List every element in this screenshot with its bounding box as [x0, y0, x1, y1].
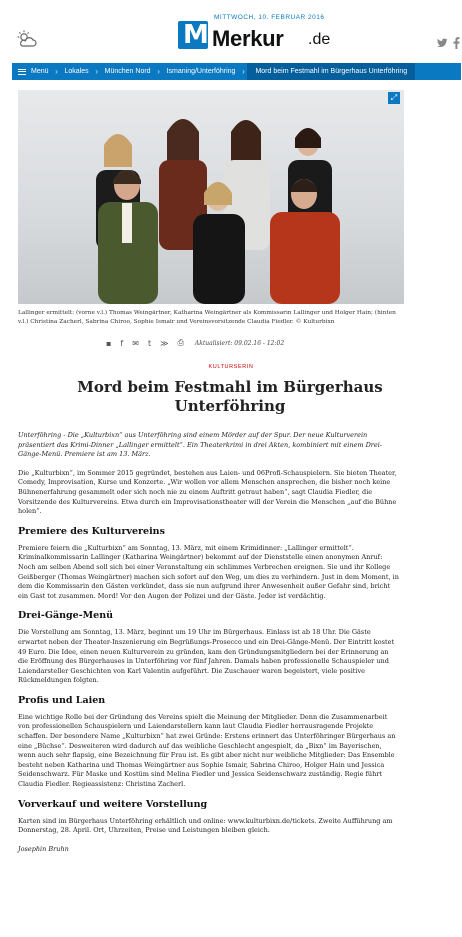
- section-heading: Drei-Gänge-Menü: [18, 610, 114, 622]
- email-share-icon[interactable]: ✉: [132, 338, 139, 348]
- logo-name[interactable]: Merkur: [212, 26, 284, 51]
- article-body: [18, 431, 400, 863]
- expand-icon[interactable]: ⤢: [388, 92, 400, 104]
- chevron-right-icon: ›: [242, 67, 245, 76]
- twitter-share-icon[interactable]: t: [147, 338, 152, 348]
- facebook-share-icon[interactable]: f: [120, 338, 124, 348]
- facebook-icon[interactable]: [453, 37, 460, 49]
- photo-caption: Lallinger ermittelt: (vorne v.l.) Thomas Weingärtner, Katharina Weingärtner als Kommissarin Lallinger und Holger Hain; (hinten v.l.) Christina Zacherl, Sabrina Chiroo, Sophie Ismair und Vereinsvorsitzende Claudia Fiedler. © Kulturbixn: [18, 310, 396, 325]
- article-paragraph: Die Vorstellung am Sonntag, 13. März, beginnt um 19 Uhr im Bürgerhaus. Einlass ist ab 18 Uhr. Die Gäste erwartet neben der Theater-Inszenierung ein Begrüßungs-Prosecco und ein Drei-Gänge-Menü. Der Eintritt kostet 49 Euro. Die Idee, einen neuen Kulturverein zu gründen, kam den Gründungsmitgliedern bei der Erinnerung an die Eröffnung des Bürgerhauses in Unterföhring vor fünf Jahren. Damals haben professionelle Schauspieler und Laiendarsteller Geschichten von Karl Valentin aufgeführt. Die Zuschauer waren begeistert, viele positive Rückmeldungen folgten.: [18, 628, 395, 685]
- twitter-icon[interactable]: [437, 38, 448, 48]
- partly-cloudy-icon[interactable]: [16, 30, 38, 48]
- section-heading: Premiere des Kulturvereins: [18, 525, 165, 537]
- comment-icon[interactable]: ▪: [106, 338, 112, 348]
- breadcrumb-muenchen-nord[interactable]: München Nord: [104, 68, 151, 75]
- print-icon[interactable]: ⎙: [177, 338, 184, 347]
- article-author: Josephin Bruhn: [18, 844, 69, 853]
- section-heading: Profis und Laien: [18, 694, 106, 706]
- group-photo-illustration: [18, 90, 404, 304]
- article-paragraph: Eine wichtige Rolle bei der Gründung des Vereins spielt die Meinung der Mitglieder. Denn die Zusammenarbeit von professionellen Schauspielern und Laiendarstellern kann laut Claudia Fiedler herrausragende Projekte schaffen. Der besondere Name „Kulturbixn“ hat zwei Gründe: Erstens erinnert das Unterföhringer Bürgerhaus an eine „Büchse“. Desweiteren wird dadurch auf das weibliche Geschlecht angespielt, da „Bixn“ im Bayerischen, wenn auch sehr flapsig, eine Bezeichnung für Frau ist. Es gibt aber nicht nur weibliche Mitglieder: Das Ensemble besteht neben Katharina und Thomas Weingärtner aus Sophie Ismair, Sabrina Chiroo, Holger Hain und Jessica Seidenschwarz. Für Maske und Kostüm sind Melina Fiedler und Jessica Seidenschwarz zuständig. Regie führt Claudia Fiedler. Regieassistenz: Christina Zacherl.: [18, 712, 396, 789]
- article-paragraph: Die „Kulturbixn“, im Sommer 2015 gegründet, bestehen aus Laien- und 06Profi-Schauspielern. Sie bieten Theater, Comedy, Improvisation, Kurse und Konzerte. „Wir wollen vor allem Menschen ansprechen, die bisher noch keine Bühnenerfahrung gesammelt oder sich noch nie zu einem Auftritt getraut haben“, sagt Claudia Fiedler, die Vorsitzende des Kulturvereins. Etwa durch ein Improvisationstheater will der Verein die Menschen „auf die Bühne holen“.: [18, 468, 397, 516]
- share-bar: [106, 337, 284, 349]
- article-kicker: KULTURSERIN: [208, 364, 254, 370]
- site-header: [0, 0, 462, 58]
- breadcrumb-current-article: Mord beim Festmahl im Bürgerhaus Unterföhring: [247, 63, 415, 80]
- hamburger-icon: [18, 69, 26, 75]
- dateline: MITTWOCH, 10. FEBRUAR 2016: [214, 14, 325, 21]
- logo-tld: .de: [308, 31, 331, 48]
- section-heading: Vorverkauf und weitere Vorstellung: [18, 798, 208, 810]
- article-headline: Mord beim Festmahl im Bürgerhaus Unterföhring: [77, 378, 383, 415]
- article-paragraph: Premiere feiern die „Kulturbixn“ am Sonntag, 13. März, mit einem Krimidinner: „Lallinger ermittelt“. Kriminalkommissarin Lallinger (Katharina Weingärtner) bekommt auf der Dienststelle einen anonymen Anruf: Noch am selben Abend soll sich bei einer Veranstaltung ein schlimmes Verbrechen ereignen. Sie und ihr Kollege Geißberger (Thomas Weingärtner) machen sich sofort auf den Weg, um dies zu verhindern. Just in dem Moment, in dem die Kommissarin den Gästen verkündet, dass sie nun aufgrund ihrer Anwesenheit außer Gefahr sind, bricht ein Gast tot zusammen. Mord! Vor den Augen der Polizei und der Gäste. Jeder ist verdächtig.: [18, 543, 399, 600]
- updated-timestamp: Aktualisiert: 09.02.16 - 12:02: [194, 339, 285, 347]
- article-photo[interactable]: [18, 90, 404, 304]
- breadcrumb-nav: [12, 63, 461, 80]
- chevron-right-icon: ›: [55, 67, 58, 76]
- chevron-right-icon: ›: [95, 67, 98, 76]
- breadcrumb-lokales[interactable]: Lokales: [64, 68, 89, 75]
- more-share-icon[interactable]: ≫: [160, 338, 169, 348]
- article-lead: Unterföhring - Die „Kulturbixn“ aus Unterföhring sind einem Mörder auf der Spur. Der neue Kulturverein präsentiert das Krimi-Dinner „Lallinger ermittelt“. Ein Theaterkrimi in drei Akten, kombiniert mit einem Drei-Gänge-Menü. Premiere ist am 13. März.: [18, 431, 383, 459]
- article-paragraph: Karten sind im Bürgerhaus Unterföhring erhältlich und online: www.kulturbixn.de/tickets. Zweite Aufführung am Donnerstag, 28. April. Ort, Uhrzeiten, Preise und Leistungen bleiben gleich.: [18, 816, 393, 835]
- menu-label: Menü: [31, 68, 49, 75]
- chevron-right-icon: ›: [157, 67, 160, 76]
- menu-button[interactable]: [12, 63, 53, 80]
- logo-letter: M: [183, 20, 209, 50]
- breadcrumb-ismaning[interactable]: Ismaning/Unterföhring: [166, 68, 236, 75]
